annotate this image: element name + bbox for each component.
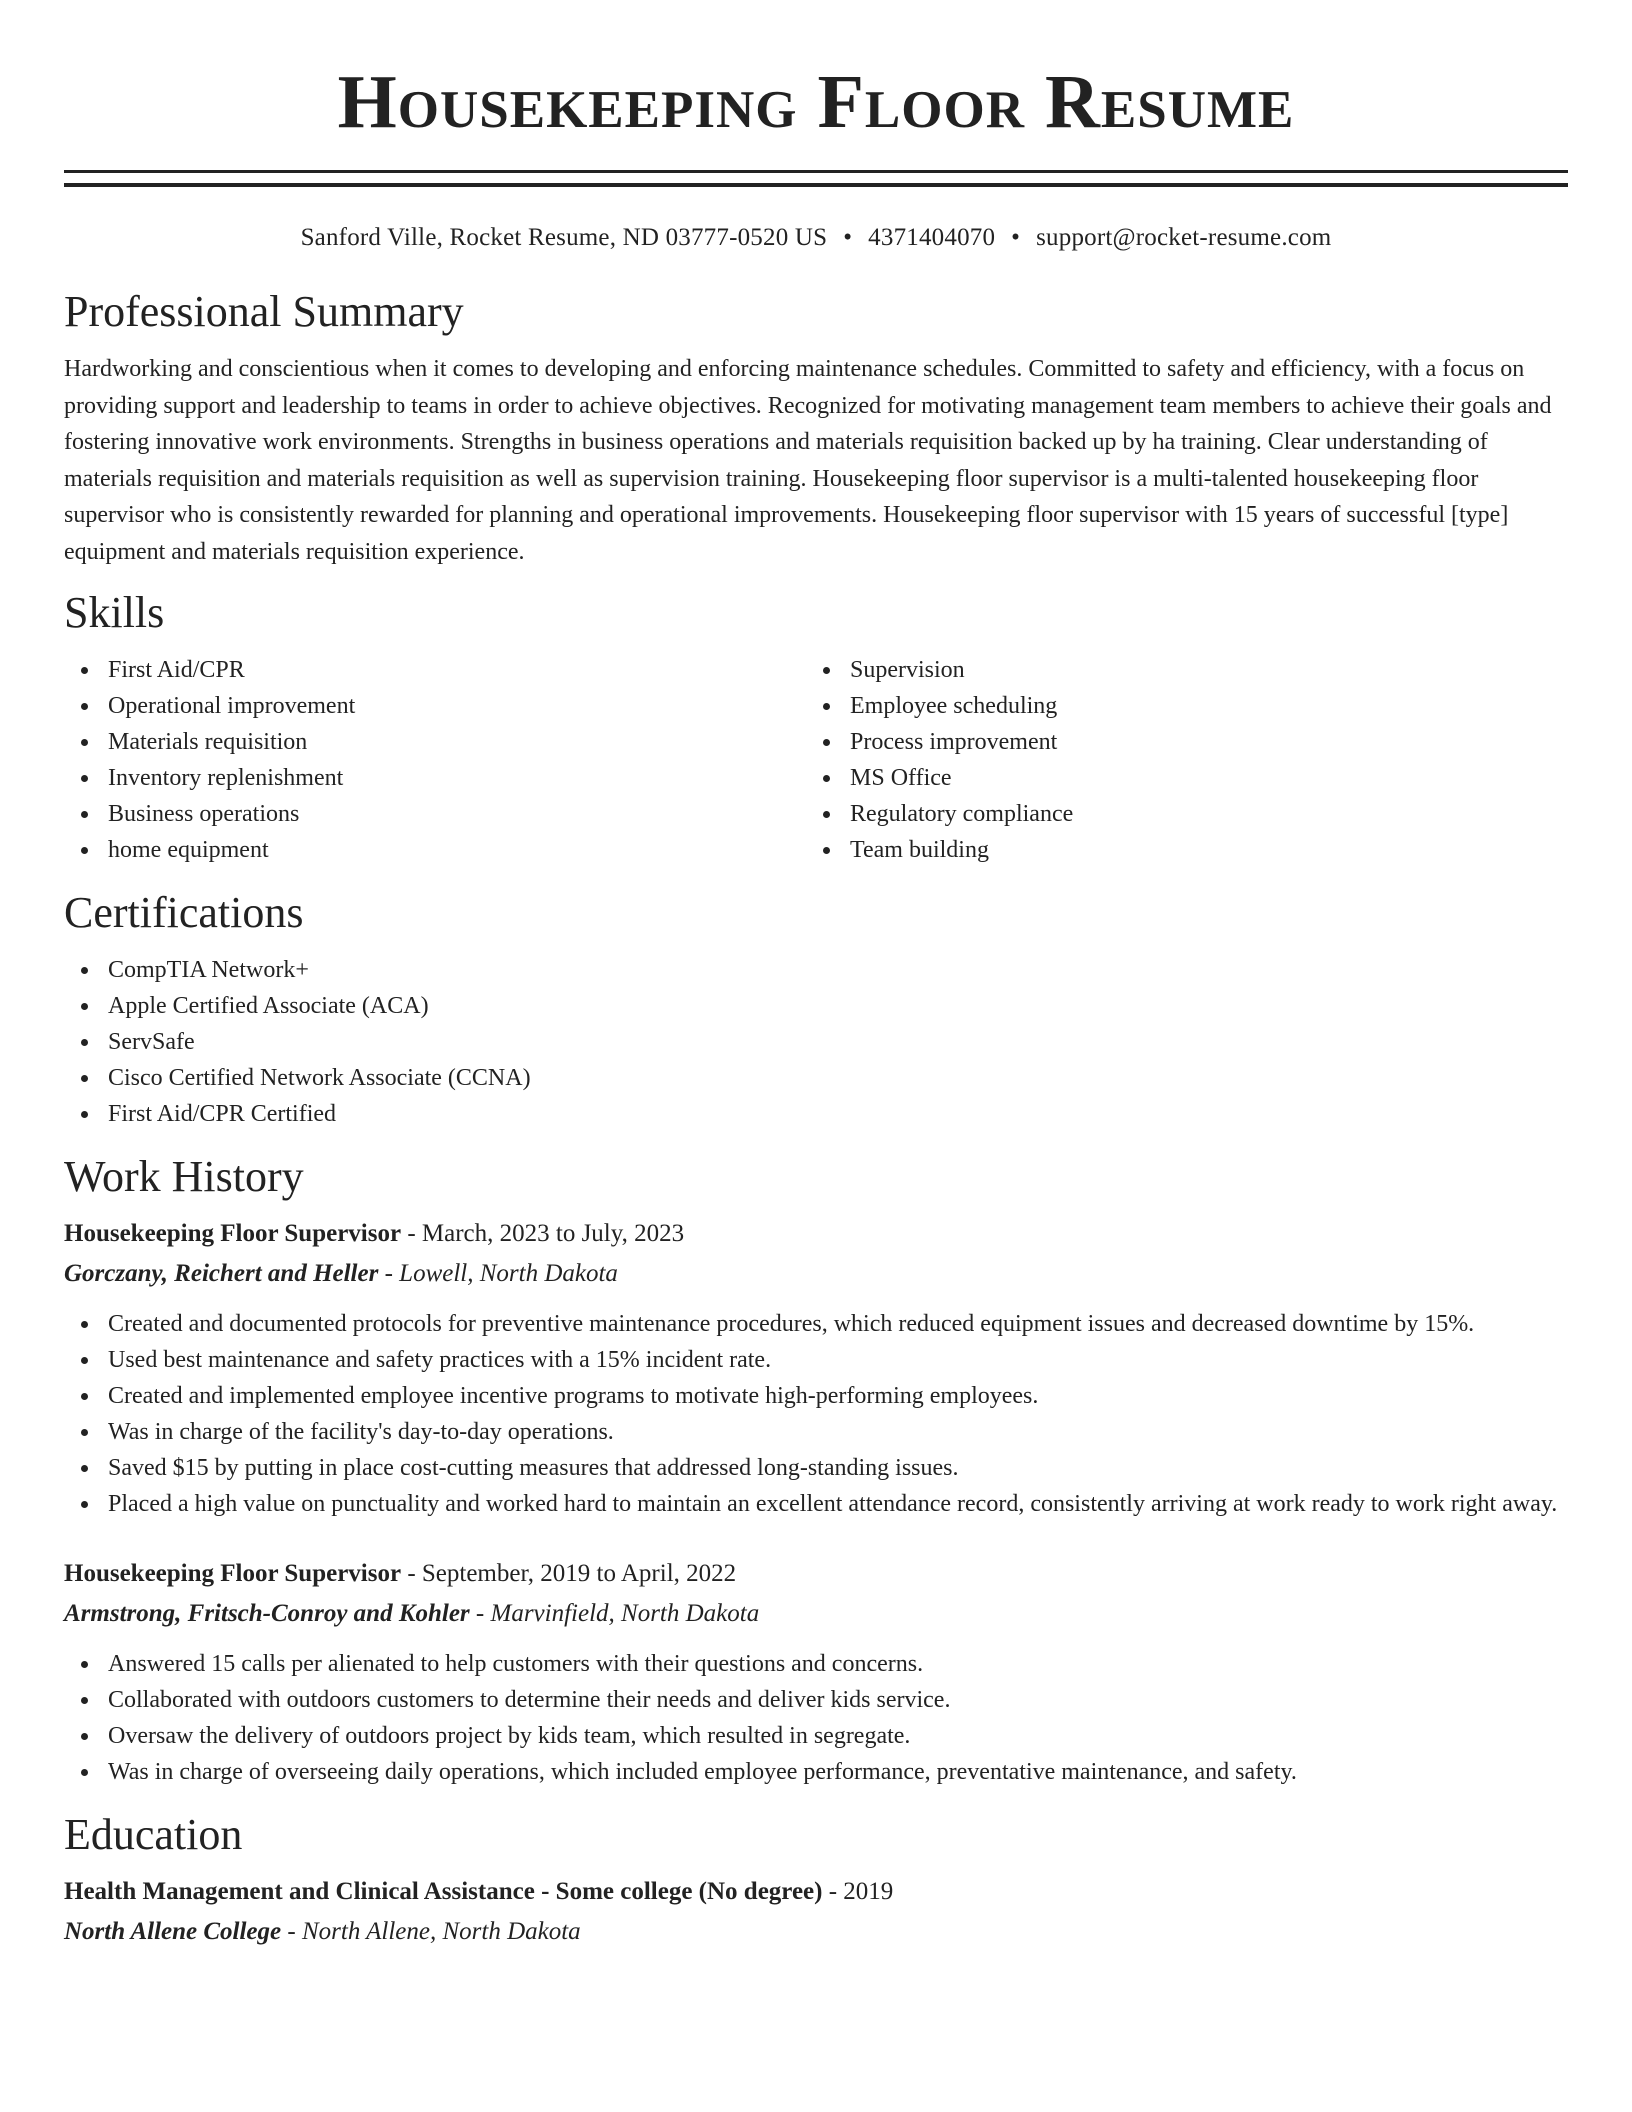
certification-item: First Aid/CPR Certified	[64, 1096, 1568, 1132]
job-company: Gorczany, Reichert and Heller	[64, 1260, 379, 1287]
certifications-heading: Certifications	[64, 888, 304, 937]
education-heading: Education	[64, 1810, 243, 1859]
job-entry	[64, 1214, 1568, 1522]
skills-grid	[64, 652, 1568, 868]
work-history-heading: Work History	[64, 1152, 304, 1201]
education-entry	[64, 1872, 1568, 1952]
skill-item: home equipment	[64, 832, 806, 868]
job-dates: - March, 2023 to July, 2023	[401, 1220, 685, 1247]
education-degree: Health Management and Clinical Assistance - Some college (No degree)	[64, 1878, 823, 1905]
job-bullet: Used best maintenance and safety practices with a 15% incident rate.	[64, 1342, 1568, 1378]
skill-item: MS Office	[806, 760, 1548, 796]
skill-item: Business operations	[64, 796, 806, 832]
job-entry	[64, 1554, 1568, 1790]
certification-item: Apple Certified Associate (ACA)	[64, 988, 1568, 1024]
job-bullet: Was in charge of overseeing daily operations, which included employee performance, preventative maintenance, and safety.	[64, 1754, 1568, 1790]
job-company: Armstrong, Fritsch-Conroy and Kohler	[64, 1600, 470, 1627]
skill-item: Supervision	[806, 652, 1548, 688]
job-title-line	[64, 1554, 1568, 1594]
certification-item: ServSafe	[64, 1024, 1568, 1060]
education-location: - North Allene, North Dakota	[281, 1918, 581, 1945]
skills-list-right	[806, 652, 1548, 868]
skills-column-left	[64, 652, 806, 868]
job-company-line	[64, 1254, 1568, 1294]
job-bullet: Was in charge of the facility's day-to-day operations.	[64, 1414, 1568, 1450]
certification-item: Cisco Certified Network Associate (CCNA)	[64, 1060, 1568, 1096]
skill-item: Regulatory compliance	[806, 796, 1548, 832]
skill-item: Employee scheduling	[806, 688, 1548, 724]
contact-separator: •	[1011, 224, 1021, 251]
job-dates: - September, 2019 to April, 2022	[401, 1560, 737, 1587]
skill-item: Operational improvement	[64, 688, 806, 724]
resume-title: Housekeeping Floor Resume	[337, 60, 1295, 144]
skill-item: Team building	[806, 832, 1548, 868]
certification-item: CompTIA Network+	[64, 952, 1568, 988]
job-company-line	[64, 1594, 1568, 1634]
education-school: North Allene College	[64, 1918, 282, 1945]
certifications-list	[64, 952, 1568, 1132]
education-year: - 2019	[822, 1878, 894, 1905]
job-bullet: Collaborated with outdoors customers to determine their needs and deliver kids service.	[64, 1682, 1568, 1718]
summary-text: Hardworking and conscientious when it comes to developing and enforcing maintenance schedules. Committed to safety and efficiency, with a focus on providing support and leadership to teams in order to achieve objectives. Recognized for motivating management team members to achieve their goals and fostering innovative work environments. Strengths in business operations and materials requisition backed up by ha training. Clear understanding of materials requisition and materials requisition as well as supervision training. Housekeeping floor supervisor is a multi-talented housekeeping floor supervisor who is consistently rewarded for planning and operational improvements. Housekeeping floor supervisor with 15 years of successful [type] equipment and materials requisition experience.	[64, 356, 1552, 565]
job-location: - Marvinfield, North Dakota	[469, 1600, 760, 1627]
skill-item: First Aid/CPR	[64, 652, 806, 688]
contact-phone: 4371404070	[868, 224, 996, 251]
contact-line	[64, 221, 1568, 255]
skill-item: Materials requisition	[64, 724, 806, 760]
skill-item: Process improvement	[806, 724, 1548, 760]
skills-heading: Skills	[64, 588, 165, 637]
job-bullets	[64, 1306, 1568, 1522]
education-degree-line	[64, 1872, 1568, 1912]
job-bullet: Answered 15 calls per alienated to help customers with their questions and concerns.	[64, 1646, 1568, 1682]
job-bullets	[64, 1646, 1568, 1790]
job-bullet: Oversaw the delivery of outdoors project by kids team, which resulted in segregate.	[64, 1718, 1568, 1754]
skill-item: Inventory replenishment	[64, 760, 806, 796]
job-bullet: Created and documented protocols for preventive maintenance procedures, which reduced equipment issues and decreased downtime by 15%.	[64, 1306, 1568, 1342]
job-title-line	[64, 1214, 1568, 1254]
contact-address: Sanford Ville, Rocket Resume, ND 03777-0520 US	[300, 224, 828, 251]
contact-separator: •	[843, 224, 853, 251]
contact-email[interactable]: support@rocket-resume.com	[1036, 224, 1332, 251]
job-bullet: Saved $15 by putting in place cost-cutting measures that addressed long-standing issues.	[64, 1450, 1568, 1486]
job-location: - Lowell, North Dakota	[378, 1260, 618, 1287]
job-bullet: Placed a high value on punctuality and worked hard to maintain an excellent attendance record, consistently arriving at work ready to work right away.	[64, 1486, 1568, 1522]
job-bullet: Created and implemented employee incentive programs to motivate high-performing employees.	[64, 1378, 1568, 1414]
title-double-rule	[64, 170, 1568, 187]
job-title: Housekeeping Floor Supervisor	[64, 1560, 402, 1587]
summary-heading: Professional Summary	[64, 287, 464, 336]
education-school-line	[64, 1912, 1568, 1952]
skills-list-left	[64, 652, 806, 868]
job-title: Housekeeping Floor Supervisor	[64, 1220, 402, 1247]
skills-column-right	[806, 652, 1548, 868]
